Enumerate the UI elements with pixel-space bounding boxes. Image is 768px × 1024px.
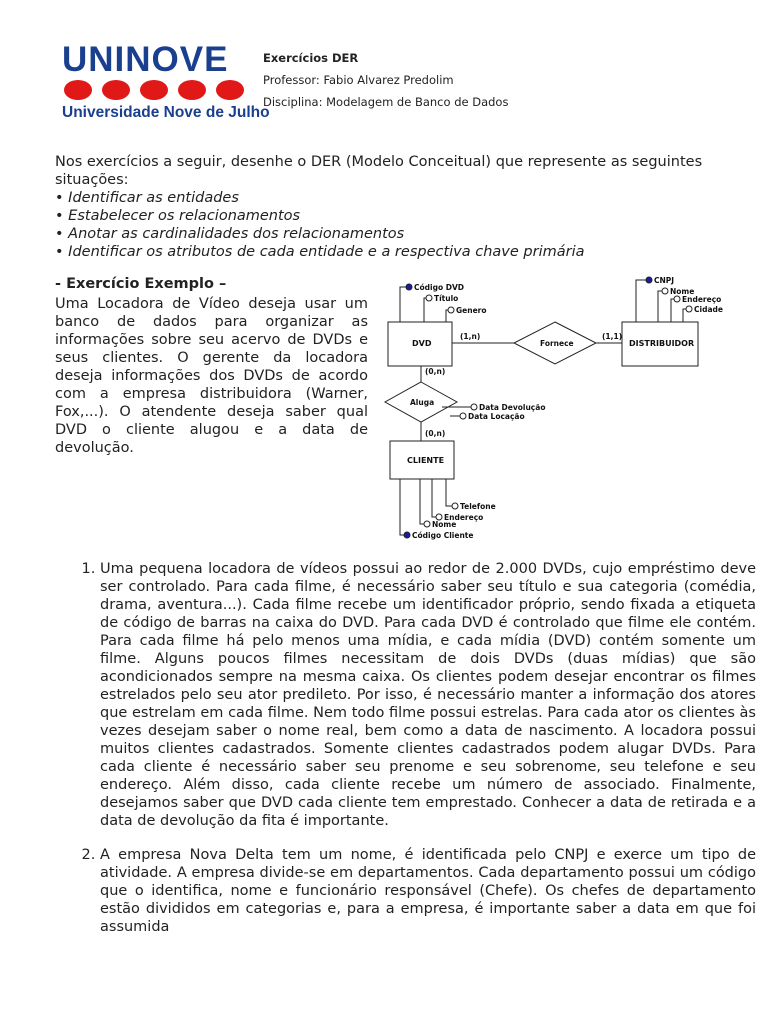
- cardinality-label: (0,n): [425, 429, 446, 438]
- logo-dot: [140, 80, 168, 100]
- attribute-label: Nome: [432, 520, 457, 529]
- attribute-label: Data Locação: [468, 412, 525, 421]
- attr-line: [683, 309, 686, 322]
- attribute-marker: [448, 307, 454, 313]
- cardinality-label: (0,n): [425, 367, 446, 376]
- logo-dot: [64, 80, 92, 100]
- intro-bullet: • Identificar as entidades: [55, 190, 239, 206]
- intro-text: Nos exercícios a seguir, desenhe o DER (Modelo Conceitual) que represente as seguintes situações:: [55, 154, 703, 188]
- attr-line: [424, 298, 426, 322]
- uninove-logo: [62, 40, 270, 126]
- intro-bullet: • Estabelecer os relacionamentos: [55, 208, 301, 224]
- entity-distribuidor-label: DISTRIBUIDOR: [629, 339, 695, 348]
- logo-dot: [102, 80, 130, 100]
- attribute-label: Nome: [670, 287, 695, 296]
- attribute-marker: [686, 306, 692, 312]
- attribute-label: Telefone: [460, 502, 496, 511]
- attribute-label: Data Devolução: [479, 403, 546, 412]
- attribute-marker: [662, 288, 668, 294]
- attribute-label: Endereço: [682, 295, 722, 304]
- attribute-label: Código DVD: [414, 283, 464, 292]
- logo-brand-text: UNINOVE: [62, 40, 229, 79]
- logo-dot: [178, 80, 206, 100]
- intro-section: [55, 153, 715, 261]
- relationship-aluga-label: Aluga: [410, 398, 435, 407]
- exercise-item: 1. Uma pequena locadora de vídeos possui ao redor de 2.000 DVDs, cujo empréstimo deve ser controlado. Para cada filme, é necessário saber seu título e sua categoria (comédia, drama, aventura...). Cada filme recebe um identificador próprio, sendo fixada a etiqueta de código de barras na caixa do DVD. Para cada DVD é controlado que filme ele contém. Para cada filme há pelo menos uma mídia, e cada mídia (DVD) contém somente um filme. Alguns poucos filmes necessitam de dois DVDs (duas mídias) que são acondicionados sempre na mesma caixa. Os clientes podem desejar encontrar os filmes estrelados pelo seu ator predileto. Por isso, é necessário manter a informação dos atores que estrelam em cada filme. Nem todo filme possui estrelas. Para cada ator os clientes às vezes desejam saber o nome real, bem como a data de nascimento. A locadora possui muitos clientes cadastrados. Somente clientes cadastrados podem alugar DVDs. Para cada cliente é necessário saber seu prenome e seu sobrenome, seu telefone e seu endereço. Além disso, cada cliente recebe um número de associado. Finalmente, desejamos saber que DVD cada cliente tem emprestado. Conhecer a data de retirada e a data de devolução da fita é importante.: [100, 560, 756, 830]
- cardinality-label: (1,1): [602, 332, 623, 341]
- entity-cliente-label: CLIENTE: [407, 456, 445, 465]
- intro-bullet: • Identificar os atributos de cada entidade e a respectiva chave primária: [55, 244, 585, 260]
- pk-attribute-marker: [406, 284, 412, 290]
- entity-dvd-label: DVD: [412, 339, 432, 348]
- er-diagram: [380, 270, 730, 545]
- attribute-label: Genero: [456, 306, 487, 315]
- header-info: [263, 47, 508, 113]
- attr-line: [446, 479, 452, 506]
- exercise-list: [60, 560, 756, 952]
- attr-line: [446, 310, 448, 322]
- logo-dots: [64, 80, 244, 102]
- attribute-marker: [460, 413, 466, 419]
- attr-line: [400, 479, 404, 535]
- pk-attribute-marker: [646, 277, 652, 283]
- professor-line: Professor: Fabio Alvarez Predolim: [263, 73, 454, 87]
- cardinality-label: (1,n): [460, 332, 481, 341]
- attr-line: [636, 280, 646, 322]
- attr-line: [400, 287, 406, 322]
- example-title: - Exercício Exemplo –: [55, 276, 227, 292]
- attribute-marker: [424, 521, 430, 527]
- attribute-label: Título: [434, 294, 459, 303]
- pk-attribute-marker: [404, 532, 410, 538]
- discipline-line: Disciplina: Modelagem de Banco de Dados: [263, 95, 509, 109]
- attribute-marker: [426, 295, 432, 301]
- attribute-label: Código Cliente: [412, 531, 474, 540]
- attr-line: [671, 299, 674, 322]
- relationship-fornece-label: Fornece: [540, 339, 574, 348]
- attribute-label: Endereço: [444, 513, 484, 522]
- attribute-marker: [452, 503, 458, 509]
- attr-line: [432, 479, 436, 517]
- attribute-marker: [674, 296, 680, 302]
- exercise-item: 2. A empresa Nova Delta tem um nome, é identificada pelo CNPJ e exerce um tipo de atividade. A empresa divide-se em departamentos. Cada departamento possui um código que o identifica, nome e funcionário responsável (Chefe). Os chefes de departamento estão divididos em categorias e, para a empresa, é importante saber a data em que foi assumida: [100, 846, 756, 936]
- attribute-label: Cidade: [694, 305, 723, 314]
- logo-subtitle: Universidade Nove de Julho: [62, 104, 270, 121]
- example-text: Uma Locadora de Vídeo deseja usar um banco de dados para organizar as informações sobre seu acervo de DVDs e seus clientes. O gerente da locadora deseja informações dos DVDs de acordo com a empresa distribuidora (Warner, Fox,...). O atendente deseja saber qual DVD o cliente alugou e a data de devolução.: [55, 296, 368, 456]
- document-title: Exercícios DER: [263, 51, 359, 65]
- attribute-label: CNPJ: [654, 276, 675, 285]
- intro-bullet: • Anotar as cardinalidades dos relacionamentos: [55, 226, 405, 242]
- logo-dot: [216, 80, 244, 100]
- attribute-marker: [471, 404, 477, 410]
- attr-line: [658, 291, 662, 322]
- attr-line: [420, 479, 424, 524]
